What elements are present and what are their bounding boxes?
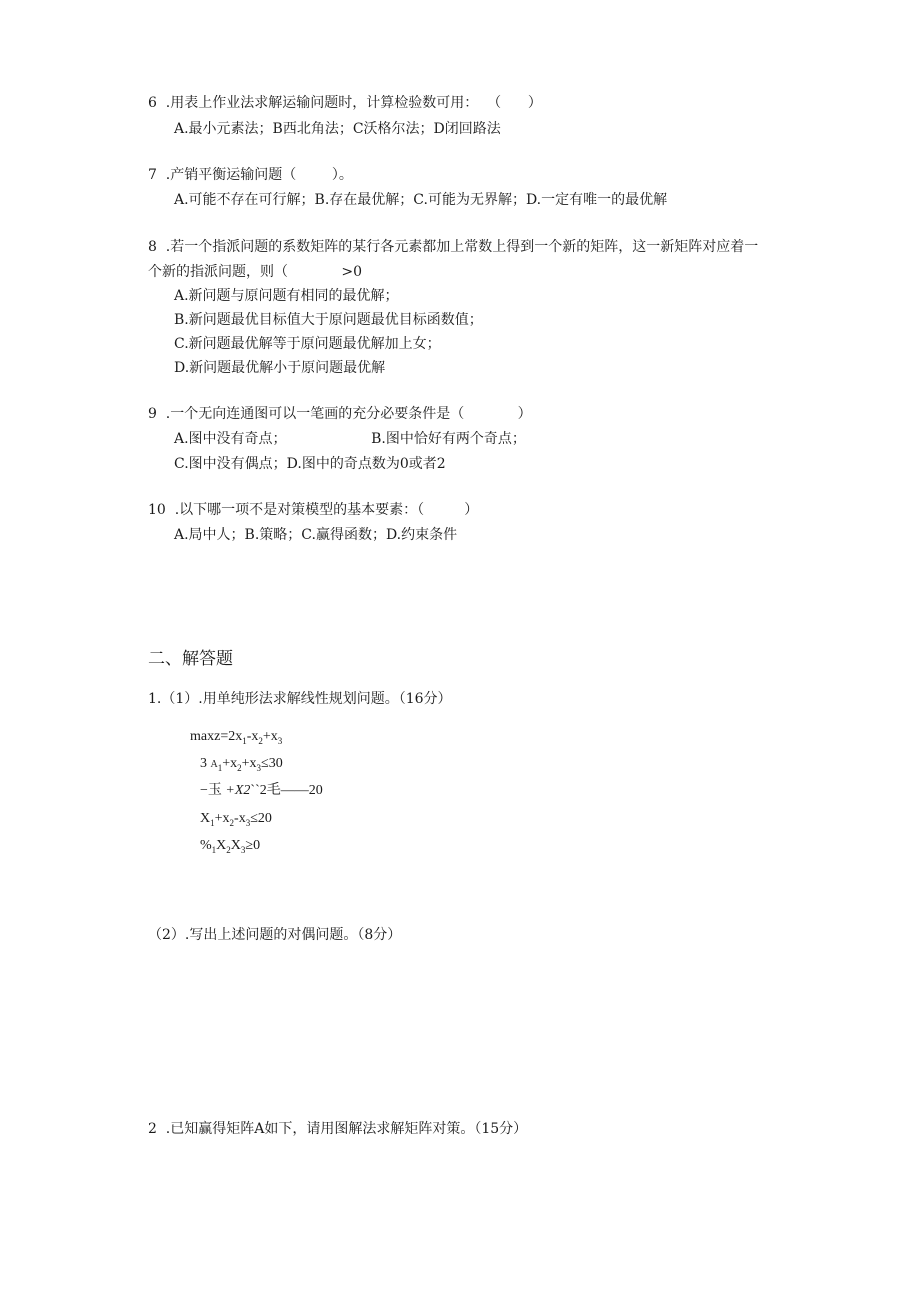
question-8-option-d: D.新问题最优解小于原问题最优解 xyxy=(174,360,386,376)
question-7-stem: 7 .产销平衡运输问题（ ）。 xyxy=(148,167,353,183)
question-8-option-b: B.新问题最优目标值大于原问题最优目标函数值； xyxy=(174,312,483,328)
lp-constraint-3: $X_1+x_2-x_3\le 20$ xyxy=(200,811,272,828)
section-2-heading: 二、解答题 xyxy=(148,649,233,669)
question-9-stem: 9 .一个无向连通图可以一笔画的充分必要条件是（ ） xyxy=(148,406,532,422)
lp-constraint-2: −玉 +X2ˋˋ2毛——20 xyxy=(200,783,323,798)
question-7-options: A.可能不存在可行解；B.存在最优解；C.可能为无界解；D.一定有唯一的最优解 xyxy=(174,192,668,208)
question-10-stem: 10 .以下哪一项不是对策模型的基本要素：（ ） xyxy=(148,502,479,518)
question-8-stem-line2: 个新的指派问题，则（ >0 xyxy=(148,264,363,280)
problem-1-part-2: （2）.写出上述问题的对偶问题。（8分） xyxy=(148,927,402,943)
question-8-stem-line1: 8 .若一个指派问题的系数矩阵的某行各元素都加上常数上得到一个新的矩阵，这一新矩阵对应着一 xyxy=(148,239,759,255)
problem-2-title: 2 .已知赢得矩阵A如下，请用图解法求解矩阵对策。（15分） xyxy=(148,1121,528,1137)
question-9-options-ab: A.图中没有奇点； B.图中恰好有两个奇点； xyxy=(174,431,526,447)
question-6-stem: 6 .用表上作业法求解运输问题时，计算检验数可用： （ ） xyxy=(148,95,542,111)
question-10-options: A.局中人；B.策略；C.赢得函数；D.约束条件 xyxy=(174,527,458,543)
question-6-options: A.最小元素法；B西北角法；C沃格尔法；D闭回路法 xyxy=(174,121,501,137)
question-9-options-cd: C.图中没有偶点；D.图中的奇点数为0或者2 xyxy=(174,456,446,472)
question-8-option-c: C.新问题最优解等于原问题最优解加上女； xyxy=(174,336,441,352)
problem-1-title: 1.（1）.用单纯形法求解线性规划问题。（16分） xyxy=(148,691,452,707)
question-8-option-a: A.新问题与原问题有相同的最优解； xyxy=(174,288,399,304)
lp-objective: $\max z=2x_1-x_2+x_3$ xyxy=(190,729,283,746)
lp-constraint-1: 3 $A_1+x_2+x_3\le 30$ xyxy=(200,756,283,773)
lp-nonnegativity: $\%_1X_2X_3\ge 0$ xyxy=(200,838,261,855)
